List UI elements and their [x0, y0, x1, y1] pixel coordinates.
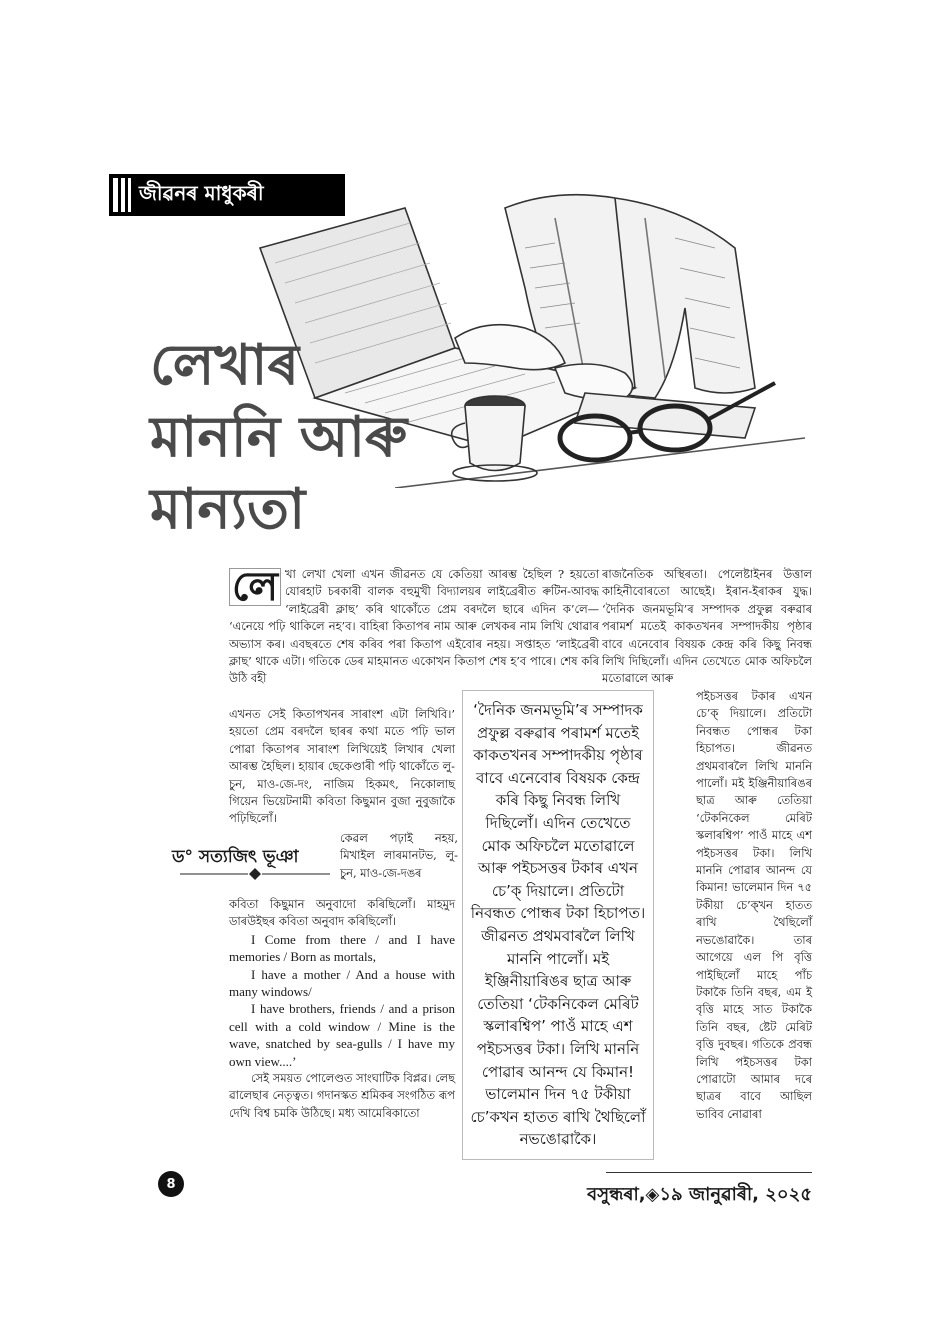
pull-quote-box [462, 690, 654, 1160]
headline [150, 330, 450, 546]
dropcap: লে [229, 568, 281, 606]
body-col1-end: সেই সময়ত পোলেণ্ডত সাংঘাটিক বিপ্লৱ। লেছ ৱালেছাৰ নেতৃত্বত। গদানস্কত শ্ৰমিকৰ সংগঠিত ৰূপ দেখি বিশ্ব চমকি উঠিছে। মধ্য আমেৰিকাতো [229, 1071, 455, 1120]
author-divider [180, 868, 330, 880]
body-col1-para: এখনত সেই কিতাপখনৰ সাৰাংশ এটা লিখিবি।’ হয়তো প্ৰেম বৰদলৈ ছাৰৰ কথা মতে পঢ়ি ভাল পোৱা কিতাপৰ সাৰাংশ লিখিয়েই লিখাৰ খেলা আৰম্ভ হৈছিল। হায়াৰ ছেকেণ্ডাৰী পঢ়ি থাকোঁতে লু-চুন, মাও-জে-দং, নাজিম হিকমৎ, নিকোলাছ গিয়েন ভিয়েটনামী কবিতা কিছুমান বুজা নুবুজাকৈ পঢ়িছিলোঁ। [229, 707, 455, 826]
footer-rule [606, 1172, 812, 1173]
author-name: ড° সত্যজিৎ ভূঞা [172, 847, 299, 867]
body-intro [229, 566, 599, 688]
headline-line-2: মাননি আৰু [150, 405, 408, 470]
publication-footer: বসুন্ধৰা,◈১৯ জানুৱাৰী, ২০২৫ [587, 1184, 812, 1205]
headline-line-1: লেখাৰ [150, 333, 299, 398]
body-col1-translation: কবিতা কিছুমান অনুবাদো কৰিছিলোঁ। মাহমুদ ডাৰউইছৰ কবিতা অনুবাদ কৰিছিলোঁ। [229, 897, 455, 929]
body-col3-top: ৰাজনৈতিক অস্থিৰতা। পেলেষ্টাইনৰ উত্তাল কাহিনীবোৰতো আছেই। ইৰান-ইৰাকৰ যুদ্ধ। ‘দৈনিক জনমভূমি’ৰ সম্পাদক প্ৰফুল্ল বৰুৱাৰ পৰামৰ্শ মতেই কাকতখনৰ সম্পাদকীয় পৃষ্ঠাৰ বাবে এনেবোৰ বিষয়ক কেন্দ্ৰ কৰি কিছু নিবন্ধ লিখি দিছিলোঁ। এদিন তেখেতে মোক অফিচলৈ মতোৱালে আৰু [602, 567, 812, 686]
page-number: 8 [158, 1171, 184, 1197]
poem-stanza-2: I have a mother / And a house with many windows/ [229, 966, 455, 1000]
body-col1-bottom [229, 896, 455, 1122]
section-label: জীৱনৰ মাধুকৰী [139, 180, 264, 205]
body-intro-text: খা লেখা খেলা এখন জীৱনত যে কেতিয়া আৰম্ভ হৈছিল ? হয়তো যোৰহাট চৰকাৰী বালক বহুমুখী বিদ্যালয়ৰ লাইব্ৰেৰীত ৰুটিন-আবদ্ধ ‘লাইব্ৰেৰী ক্লাছ’ কৰি থাকোঁতে প্ৰেম বৰদলৈ ছাৰে এদিন ক’লে— ‘এনেয়ে পঢ়ি থাকিলে নহ’ব। বাহিৰা কিতাপৰ নাম আৰু লেখকৰ নাম লিখি থোৱাৰ অভ্যাস কৰ। এবছৰতে শেষ কৰিব পৰা কিতাপ এইবোৰ নহয়। সপ্তাহত ‘লাইব্ৰেৰী ক্লাছ’ থাকে এটা। গতিকে ডেৰ মাহমানত একোখন কিতাপ শেষ হ’ব পাৰে। শেষ কৰি উঠি বহী [229, 567, 599, 686]
body-col1-narrow: কেৱল পঢ়াই নহয়, মিখাইল লাৰমানটভ, লু-চুন, মাও-জে-দঙৰ [340, 831, 458, 880]
body-col3-narrow: পইচসত্তৰ টকাৰ এখন চে’ক্‌ দিয়ালে। প্ৰতিটো নিবন্ধত পোন্ধৰ টকা হিচাপত। জীৱনত প্ৰথমবাৰলৈ লিখি মাননি পালোঁ। মই ইঞ্জিনীয়াৰিঙৰ ছাত্ৰ আৰু তেতিয়া ‘টেকনিকেল মেৰিট স্কলাৰশ্বিপ’ পাওঁ মাহে এশ পইচসত্তৰ টকা। লিখি মাননি পোৱাৰ আনন্দ যে কিমান! ভালেমান দিন ৭৫ টকীয়া চে’ক্‌খন হাতত ৰাখি থৈছিলোঁ নভঙোৱাকৈ। তাৰ আগেয়ে এল পি বৃত্তি পাইছিলোঁ মাহে পাঁচ টকাকৈ তিনি বছৰ, এম ই বৃত্তি মাহে সাত টকাকৈ তিনি বছৰ, ষ্টেট মেৰিট বৃত্তি দুবছৰ। গতিকে প্ৰবন্ধ লিখি পইচসত্তৰ টকা পোৱাটো আমাৰ দৰে ছাত্ৰৰ বাবে আছিল ভাবিব নোৱাৰা [696, 689, 812, 1121]
headline-line-3: মান্যতা [150, 477, 306, 542]
poem-stanza-3: I have brothers, friends / and a prison cell with a cold window / Mine is the wave, snatched by sea-gulls / I have my own view....’ [229, 1001, 455, 1069]
poem-stanza-1: I Come from there / and I have memories / Born as mortals, [229, 931, 455, 965]
banner-stripes [109, 174, 131, 216]
pull-quote-text: ‘দৈনিক জনমভূমি’ৰ সম্পাদক প্ৰফুল্ল বৰুৱাৰ পৰামৰ্শ মতেই কাকতখনৰ সম্পাদকীয় পৃষ্ঠাৰ বাবে এনেবোৰ বিষয়ক কেন্দ্ৰ কৰি কিছু নিবন্ধ লিখি দিছিলোঁ। এদিন তেখেতে মোক অফিচলৈ মতোৱালে আৰু পইচসত্তৰ টকাৰ এখন চে’ক্‌ দিয়ালে। প্ৰতিটো নিবন্ধত পোন্ধৰ টকা হিচাপত। জীৱনত প্ৰথমবাৰলৈ লিখি মাননি পালোঁ। মই ইঞ্জিনীয়াৰিঙৰ ছাত্ৰ আৰু তেতিয়া ‘টেকনিকেল মেৰিট স্কলাৰশ্বিপ’ পাওঁ মাহে এশ পইচসত্তৰ টকা। লিখি মাননি পোৱাৰ আনন্দ যে কিমান! ভালেমান দিন ৭৫ টকীয়া চে’কখন হাতত ৰাখি থৈছিলোঁ নভঙোৱাকৈ। [470, 701, 646, 1149]
